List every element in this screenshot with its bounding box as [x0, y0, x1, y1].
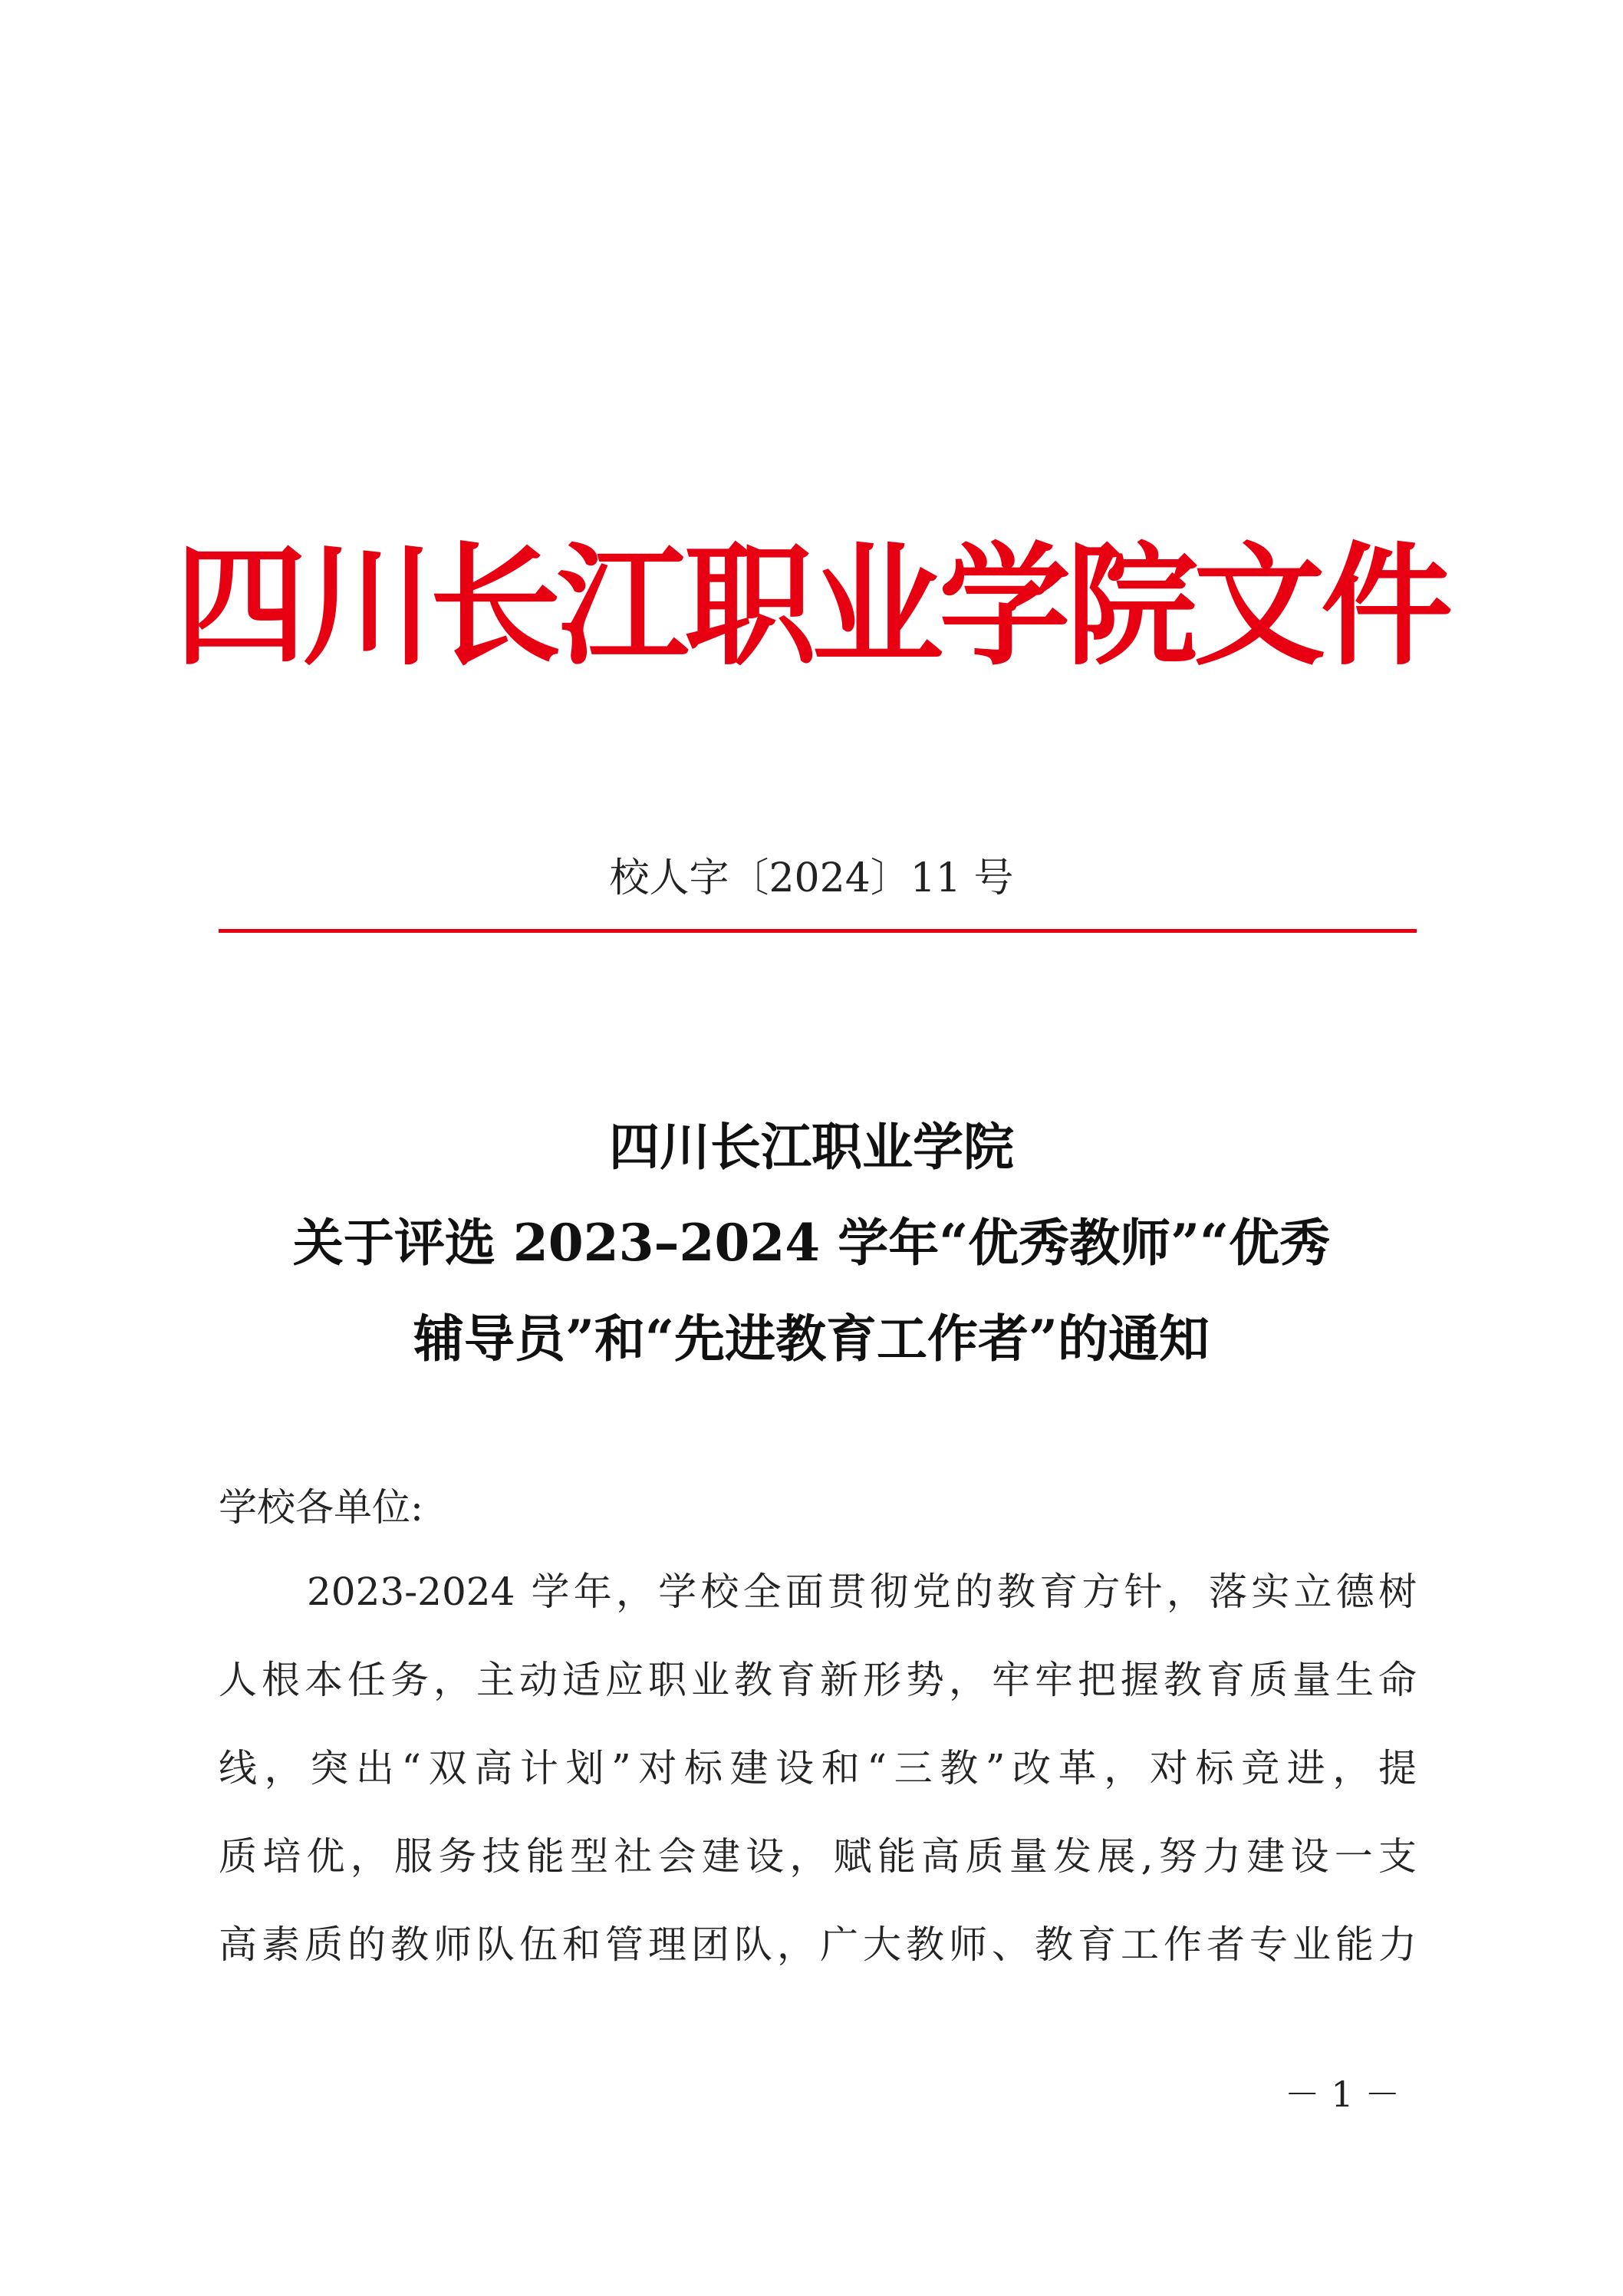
title-line-1: 四川长江职业学院: [609, 1117, 1014, 1177]
body-text-line: 高素质的教师队伍和管理团队，广大教师、教育工作者专业能力: [219, 1922, 1417, 1967]
body-text-line: 质培优，服务技能型社会建设，赋能高质量发展,努力建设一支: [219, 1834, 1417, 1879]
body-text-line: 人根本任务，主动适应职业教育新形势，牢牢把握教育质量生命: [219, 1658, 1417, 1702]
document-masthead: 四川长江职业学院文件: [175, 528, 1448, 684]
title-line-2: 关于评选 2023–2024 学年“优秀教师”“优秀: [292, 1213, 1331, 1273]
document-number: 校人字〔2024〕11 号: [609, 855, 1014, 901]
body-text-line: 线，突出“双高计划”对标建设和“三教”改革，对标竞进，提: [219, 1746, 1417, 1790]
salutation: 学校各单位:: [219, 1485, 423, 1530]
red-divider-line: [219, 929, 1417, 933]
body-text-line: 2023-2024 学年，学校全面贯彻党的教育方针，落实立德树: [307, 1570, 1417, 1614]
page-number: － 1 －: [1284, 2074, 1401, 2115]
title-line-3: 辅导员”和“先进教育工作者”的通知: [413, 1309, 1210, 1369]
